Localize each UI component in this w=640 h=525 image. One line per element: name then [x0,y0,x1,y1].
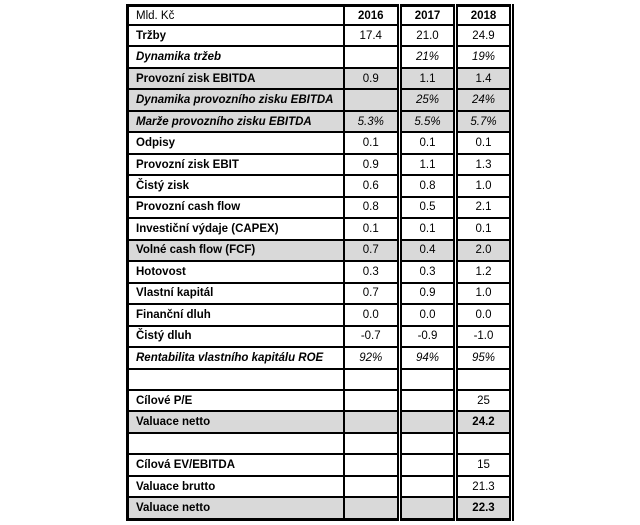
row-label: Rentabilita vlastního kapitálu ROE [128,347,344,368]
table-row [128,326,512,347]
row-value [400,454,456,475]
table-row [128,89,512,110]
row-value: 0.8 [344,197,400,218]
row-label: Dynamika provozního zisku EBITDA [128,89,344,110]
row-value: 22.3 [456,497,512,519]
row-value [400,411,456,432]
row-label: Investiční výdaje (CAPEX) [128,218,344,239]
row-value [400,476,456,497]
table-row [128,218,512,239]
row-label: Provozní cash flow [128,197,344,218]
row-label: Valuace brutto [128,476,344,497]
unit-header-cell: Mld. Kč [128,6,344,26]
row-value: 24% [456,89,512,110]
row-value [400,497,456,519]
row-value [456,369,512,390]
row-value: 1.3 [456,154,512,175]
row-label: Čistý dluh [128,326,344,347]
row-value [344,390,400,411]
row-value: 0.4 [400,240,456,261]
table-row [128,283,512,304]
header-row [128,6,512,26]
row-value: -0.7 [344,326,400,347]
row-value [344,433,400,454]
table-row [128,132,512,153]
table-row [128,261,512,282]
row-value: 0.1 [400,132,456,153]
table-row [128,411,512,432]
table-row [128,154,512,175]
row-value: 0.8 [400,175,456,196]
row-value: 1.0 [456,175,512,196]
row-value [400,390,456,411]
row-value: 0.9 [344,154,400,175]
row-value: 92% [344,347,400,368]
row-value: 2.1 [456,197,512,218]
row-label: Odpisy [128,132,344,153]
row-value [344,454,400,475]
row-label: Volné cash flow (FCF) [128,240,344,261]
row-value: 1.0 [456,283,512,304]
year-header-2016: 2016 [344,6,400,26]
table-row [128,390,512,411]
row-value [344,46,400,67]
row-label: Provozní zisk EBIT [128,154,344,175]
row-label: Cílové P/E [128,390,344,411]
row-value: 24.9 [456,25,512,46]
row-label: Vlastní kapitál [128,283,344,304]
row-value: 24.2 [456,411,512,432]
row-value: 21% [400,46,456,67]
row-label: Valuace netto [128,411,344,432]
row-value [400,369,456,390]
row-value: 5.7% [456,111,512,132]
table-row [128,304,512,325]
row-value: 0.1 [456,132,512,153]
row-value [344,497,400,519]
row-value: 0.6 [344,175,400,196]
table-row [128,497,512,519]
row-label [128,369,344,390]
row-value: 15 [456,454,512,475]
row-value [344,476,400,497]
row-value: 0.1 [456,218,512,239]
row-value: 21.3 [456,476,512,497]
row-label: Tržby [128,25,344,46]
row-value: 21.0 [400,25,456,46]
row-value: -0.9 [400,326,456,347]
year-header-2017: 2017 [400,6,456,26]
table-row [128,240,512,261]
row-value: 5.5% [400,111,456,132]
row-value [344,89,400,110]
row-value: 0.0 [400,304,456,325]
row-value: 0.0 [344,304,400,325]
year-header-2018: 2018 [456,6,512,26]
row-value: 2.0 [456,240,512,261]
row-value: 25% [400,89,456,110]
row-label: Finanční dluh [128,304,344,325]
spacer-row [128,433,512,454]
row-value: 0.7 [344,240,400,261]
table-row [128,111,512,132]
row-value: 0.0 [456,304,512,325]
table-row [128,175,512,196]
row-label: Čistý zisk [128,175,344,196]
row-value: 25 [456,390,512,411]
row-value: 1.2 [456,261,512,282]
row-value: 94% [400,347,456,368]
table-row [128,68,512,89]
table-row [128,46,512,67]
table-row [128,454,512,475]
row-label [128,433,344,454]
row-value: 1.1 [400,154,456,175]
row-value: 0.1 [344,132,400,153]
row-value: 0.1 [400,218,456,239]
row-value: 0.5 [400,197,456,218]
row-value: 0.1 [344,218,400,239]
row-label: Marže provozního zisku EBITDA [128,111,344,132]
row-label: Hotovost [128,261,344,282]
row-value [344,369,400,390]
row-value: 1.4 [456,68,512,89]
row-value: 1.1 [400,68,456,89]
row-value [456,433,512,454]
row-value: 0.9 [400,283,456,304]
row-label: Valuace netto [128,497,344,519]
row-value: 0.3 [400,261,456,282]
row-value: 19% [456,46,512,67]
row-value: 0.7 [344,283,400,304]
row-value: 17.4 [344,25,400,46]
table-row [128,25,512,46]
row-value [400,433,456,454]
row-value [344,411,400,432]
spacer-row [128,369,512,390]
row-label: Dynamika tržeb [128,46,344,67]
row-label: Provozní zisk EBITDA [128,68,344,89]
row-value: 95% [456,347,512,368]
row-value: 5.3% [344,111,400,132]
table-body [128,25,512,520]
row-value: 0.9 [344,68,400,89]
table-row [128,347,512,368]
row-value: 0.3 [344,261,400,282]
row-label: Cílová EV/EBITDA [128,454,344,475]
financial-table [126,4,514,521]
table-row [128,197,512,218]
table-row [128,476,512,497]
row-value: -1.0 [456,326,512,347]
